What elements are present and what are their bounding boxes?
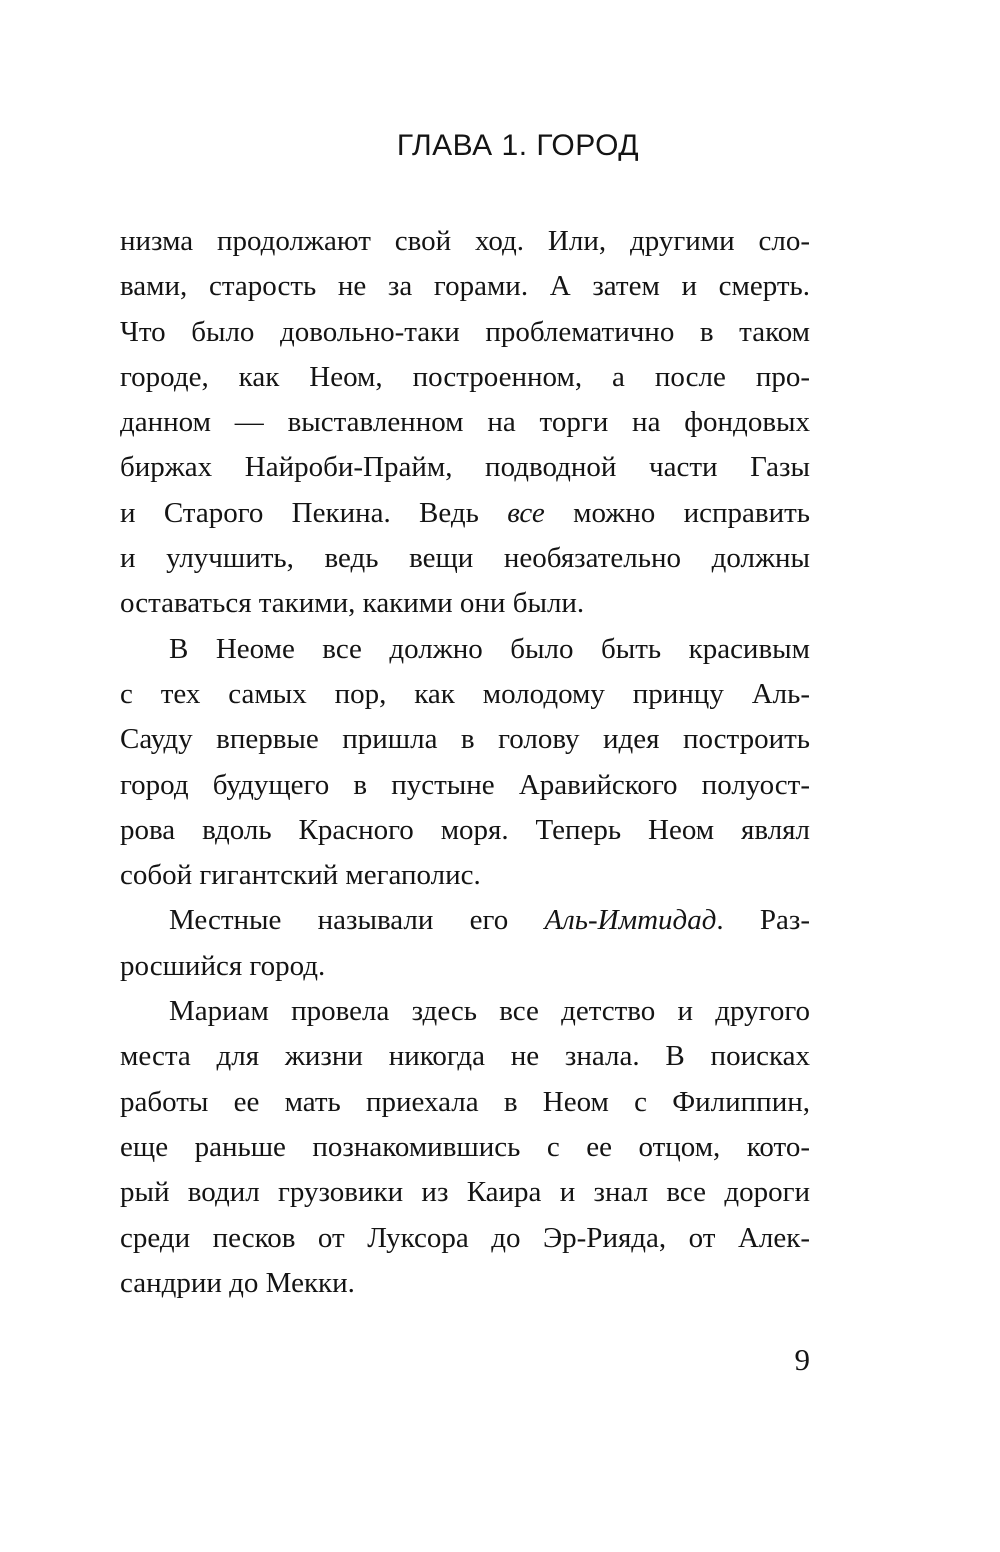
text-line: Сауду впервые пришла в голову идея построить xyxy=(120,723,810,756)
text-line: данном — выставленном на торги на фондовых xyxy=(120,406,810,439)
text-line: вами, старость не за горами. А затем и смерть. xyxy=(120,270,810,303)
text-line: рый водил грузовики из Каира и знал все дороги xyxy=(120,1176,810,1209)
text-line: и улучшить, ведь вещи необязательно должны xyxy=(120,542,810,575)
text-line: среди песков от Луксора до Эр-Рияда, от Алек- xyxy=(120,1221,810,1254)
text-line: росшийся город. xyxy=(120,949,326,982)
paragraph-3 xyxy=(120,898,810,989)
text-line: с тех самых пор, как молодому принцу Аль- xyxy=(120,677,810,710)
text-line: Что было довольно-таки проблематично в таком xyxy=(120,315,810,348)
italic-text: Аль-Имтидад xyxy=(544,904,717,937)
text-line: еще раньше познакомившись с ее отцом, кото- xyxy=(120,1130,810,1163)
text-line xyxy=(120,491,810,536)
text-line: работы ее мать приехала в Неом с Филиппин, xyxy=(120,1085,810,1118)
text-segment: и Старого Пекина. Ведь xyxy=(120,496,508,529)
text-segment: можно исправить xyxy=(544,496,810,529)
page-number: 9 xyxy=(794,1342,810,1377)
text-line: город будущего в пустыне Аравийского полуост- xyxy=(120,768,810,801)
text-line: оставаться такими, какими они были. xyxy=(120,587,585,620)
text-line: собой гигантский мегаполис. xyxy=(120,859,481,892)
text-line xyxy=(120,898,810,943)
text-line: В Неоме все должно было быть красивым xyxy=(169,632,810,665)
text-segment: . Раз- xyxy=(716,904,810,937)
italic-text: все xyxy=(507,496,545,529)
text-line: низма продолжают свой ход. Или, другими сло- xyxy=(120,225,810,257)
paragraph-1 xyxy=(120,219,810,627)
text-line: городе, как Неом, построенном, а после про- xyxy=(120,360,810,393)
text-line: места для жизни никогда не знала. В поисках xyxy=(120,1040,810,1073)
text-line: Мариам провела здесь все детство и другого xyxy=(169,995,810,1028)
text-line: сандрии до Мекки. xyxy=(120,1266,355,1299)
chapter-header: ГЛАВА 1. ГОРОД xyxy=(396,129,640,162)
text-line: рова вдоль Красного моря. Теперь Неом являл xyxy=(120,813,810,846)
body-text xyxy=(120,219,810,1306)
text-line: биржах Найроби-Прайм, подводной части Газы xyxy=(120,451,810,484)
paragraph-4 xyxy=(120,989,810,1306)
text-segment: Местные называли его xyxy=(169,904,545,937)
paragraph-2 xyxy=(120,627,810,899)
